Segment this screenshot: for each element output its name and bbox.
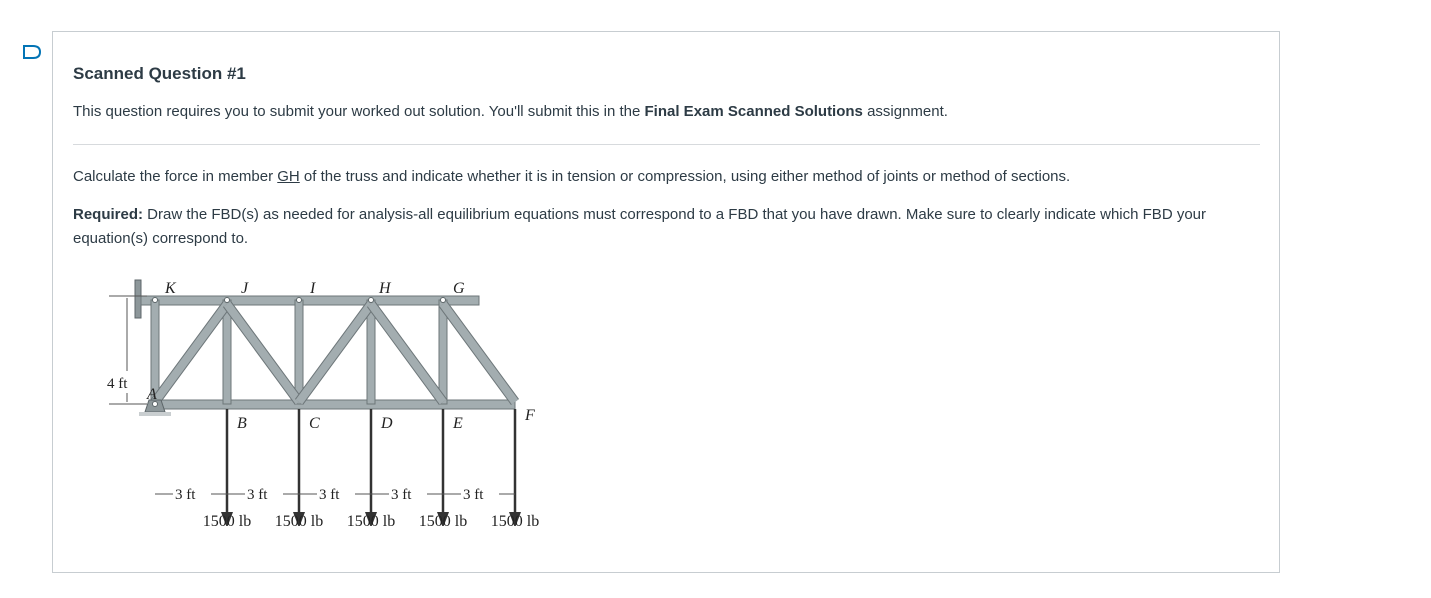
question-intro [73, 103, 948, 120]
spacing-label-5: 3 ft [463, 487, 484, 503]
node-label-B: B [237, 415, 247, 432]
flag-question-icon[interactable] [22, 44, 42, 60]
divider [73, 144, 1260, 145]
load-label-C: 1500 lb [274, 513, 324, 526]
load-label-E: 1500 lb [418, 513, 468, 526]
spacing-label-1: 3 ft [175, 487, 196, 503]
question-title: Scanned Question #1 [73, 64, 246, 83]
required-label: Required: [73, 206, 144, 223]
required-text [73, 203, 1243, 251]
spacing-label-2: 3 ft [247, 487, 268, 503]
question-text [73, 168, 1070, 185]
load-label-D: 1500 lb [346, 513, 396, 526]
node-label-J: J [241, 280, 249, 297]
assignment-name: Final Exam Scanned Solutions [644, 103, 863, 120]
node-label-H: H [379, 280, 391, 297]
intro-text-end: assignment. [862, 103, 948, 120]
intro-text: This question requires you to submit your worked out solution. You'll submit this in the [73, 103, 645, 120]
node-label-K: K [165, 280, 176, 297]
height-label: 4 ft [107, 376, 128, 392]
wall-support [135, 280, 141, 318]
node-label-C: C [309, 415, 320, 432]
member-name: GH [277, 168, 300, 185]
spacing-label-4: 3 ft [391, 487, 412, 503]
question-card [52, 31, 1280, 573]
node-label-A: A [147, 386, 157, 403]
node-label-F: F [525, 407, 535, 424]
node-label-I: I [310, 280, 316, 297]
node-label-E: E [453, 415, 463, 432]
load-label-F: 1500 lb [490, 513, 540, 526]
node-label-D: D [381, 415, 393, 432]
member-CI [295, 300, 303, 404]
load-label-B: 1500 lb [202, 513, 252, 526]
spacing-label-3: 3 ft [319, 487, 340, 503]
truss-figure [93, 276, 553, 526]
bottom-chord [151, 400, 515, 409]
question-text-end: of the truss and indicate whether it is in tension or compression, using either method of joints or method of sections. [299, 168, 1071, 185]
question-text-start: Calculate the force in member [73, 168, 278, 185]
required-instructions: Draw the FBD(s) as needed for analysis-all equilibrium equations must correspond to a FBD that you have drawn. Make sure to clearly indicate which FBD your equation(s) correspond to. [73, 206, 1206, 247]
top-chord [141, 296, 479, 305]
node-label-G: G [453, 280, 465, 297]
